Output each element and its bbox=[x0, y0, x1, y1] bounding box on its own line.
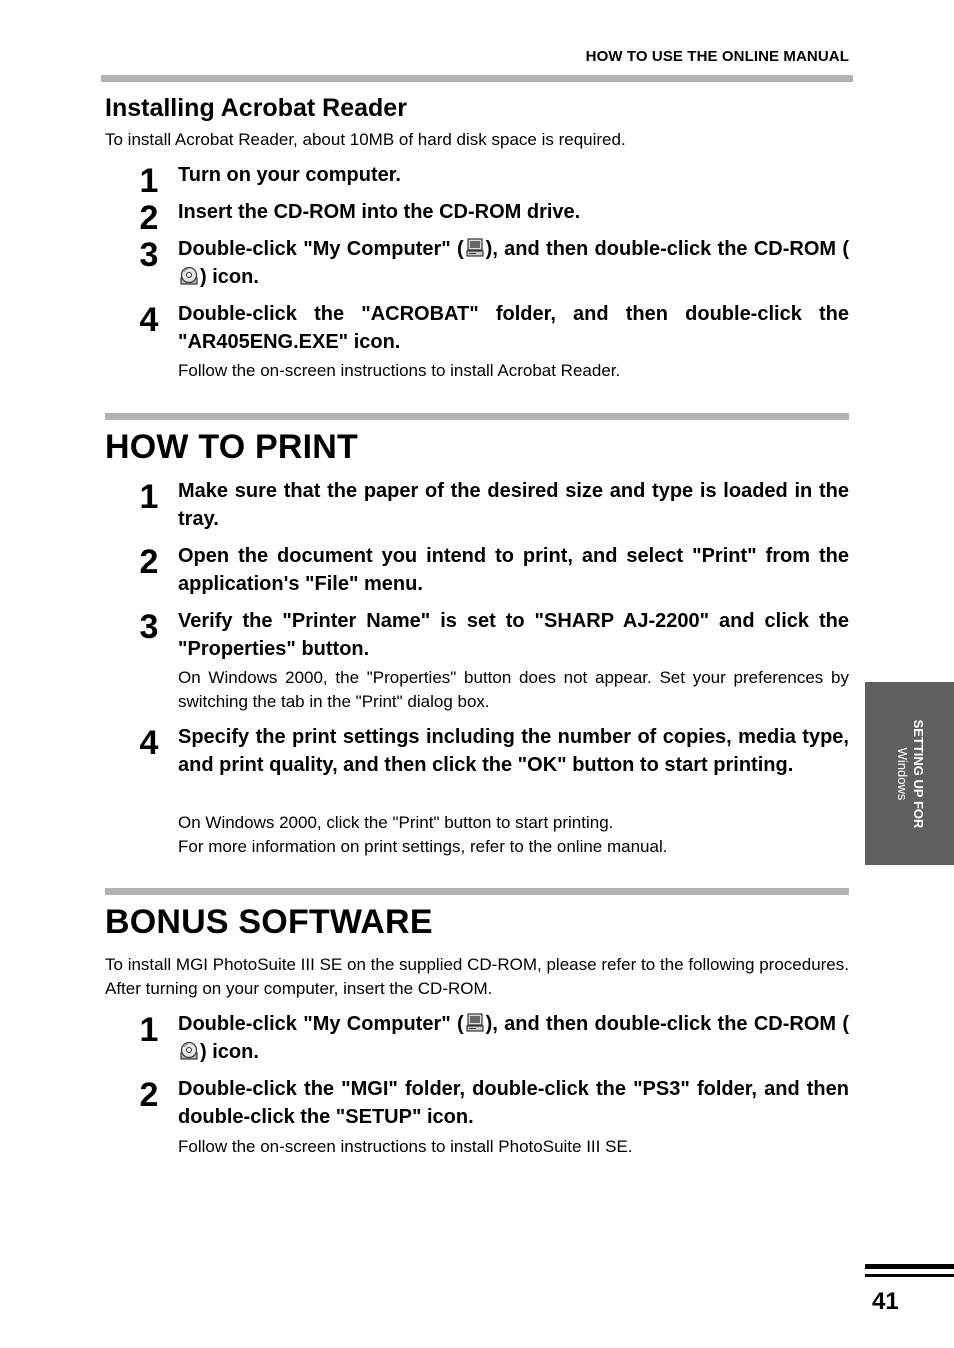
header-rule bbox=[101, 75, 853, 82]
step-text-part: ) icon. bbox=[200, 266, 259, 288]
step-note: Follow the on-screen instructions to install PhotoSuite III SE. bbox=[178, 1137, 633, 1156]
step-number: 1 bbox=[139, 1011, 159, 1049]
step-text: Double-click the "ACROBAT" folder, and then double-click the "AR405ENG.EXE" icon. bbox=[178, 303, 849, 353]
running-header: HOW TO USE THE ONLINE MANUAL bbox=[585, 48, 849, 65]
page-number: 41 bbox=[872, 1288, 899, 1315]
section-heading-how-to-print: HOW TO PRINT bbox=[105, 428, 358, 466]
my-computer-icon bbox=[466, 1013, 484, 1033]
step-text-with-icons bbox=[178, 1010, 849, 1066]
bonus-software-intro: To install MGI PhotoSuite III SE on the supplied CD-ROM, please refer to the following procedures. After turning on your computer, insert the CD-ROM. bbox=[105, 955, 849, 998]
side-tab-label bbox=[894, 719, 926, 828]
section-heading-installing-acrobat: Installing Acrobat Reader bbox=[105, 94, 407, 122]
cd-rom-icon bbox=[180, 1041, 198, 1061]
chapter-side-tab bbox=[865, 682, 954, 865]
step-text-part: Double-click "My Computer" ( bbox=[178, 1013, 464, 1035]
step-number: 2 bbox=[139, 1076, 159, 1114]
footer-rule bbox=[865, 1274, 954, 1277]
side-tab-line: Windows bbox=[894, 747, 910, 800]
step-note: On Windows 2000, click the "Print" button to start printing. bbox=[178, 813, 614, 832]
step-note: Follow the on-screen instructions to install Acrobat Reader. bbox=[178, 361, 621, 380]
footer-rule bbox=[865, 1264, 954, 1269]
step-number: 1 bbox=[139, 478, 159, 516]
step-number: 1 bbox=[139, 162, 159, 200]
step-number: 4 bbox=[139, 301, 159, 339]
step-text-part: ), and then double-click the CD-ROM ( bbox=[485, 1013, 850, 1035]
step-text: Verify the "Printer Name" is set to "SHARP AJ-2200" and click the "Properties" button. bbox=[178, 610, 849, 660]
step-number: 3 bbox=[139, 608, 159, 646]
step-text-part: ) icon. bbox=[200, 1041, 259, 1063]
step-number: 2 bbox=[139, 543, 159, 581]
step-text-part: Double-click "My Computer" ( bbox=[178, 238, 464, 260]
step-text-part: ), and then double-click the CD-ROM ( bbox=[485, 238, 850, 260]
cd-rom-icon bbox=[180, 266, 198, 286]
install-acrobat-intro: To install Acrobat Reader, about 10MB of hard disk space is required. bbox=[105, 130, 626, 149]
step-text: Specify the print settings including the number of copies, media type, and print quality, and then click the "OK" button to start printing. bbox=[178, 726, 849, 776]
step-note: On Windows 2000, the "Properties" button does not appear. Set your preferences by switching the tab in the "Print" dialog box. bbox=[178, 668, 849, 711]
step-number: 3 bbox=[139, 236, 159, 274]
step-text: Make sure that the paper of the desired size and type is loaded in the tray. bbox=[178, 480, 849, 530]
step-text: Double-click the "MGI" folder, double-click the "PS3" folder, and then double-click the "SETUP" icon. bbox=[178, 1078, 849, 1128]
step-text: Turn on your computer. bbox=[178, 164, 401, 186]
step-text-with-icons bbox=[178, 235, 849, 291]
step-note: For more information on print settings, refer to the online manual. bbox=[178, 837, 668, 856]
side-tab-line: SETTING UP FOR bbox=[910, 719, 926, 828]
step-number: 2 bbox=[139, 199, 159, 237]
section-rule bbox=[105, 888, 849, 895]
step-text: Open the document you intend to print, and select "Print" from the application's "File" menu. bbox=[178, 545, 849, 595]
section-rule bbox=[105, 413, 849, 420]
step-text: Insert the CD-ROM into the CD-ROM drive. bbox=[178, 201, 581, 223]
step-number: 4 bbox=[139, 724, 159, 762]
my-computer-icon bbox=[466, 238, 484, 258]
section-heading-bonus-software: BONUS SOFTWARE bbox=[105, 903, 433, 941]
